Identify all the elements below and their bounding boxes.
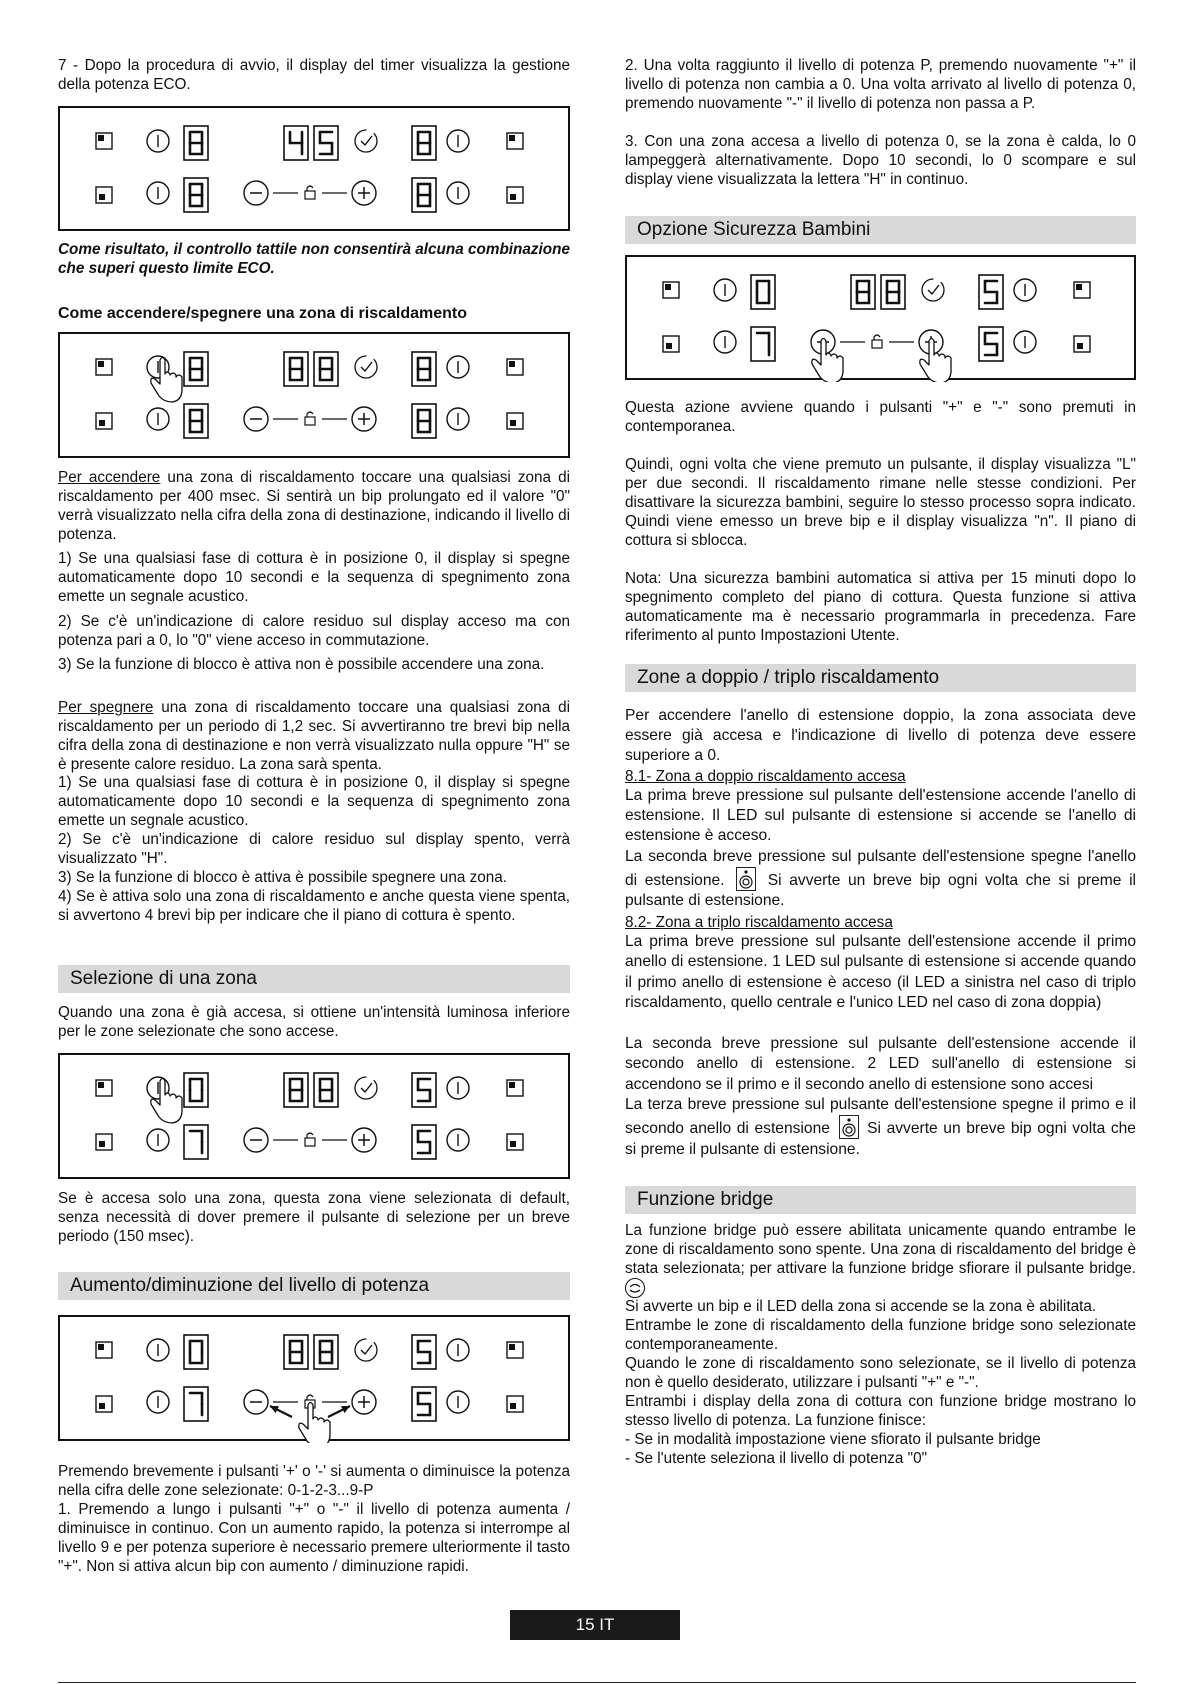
select-zone-text: Quando una zona è già accesa, si ottiene un'intensità luminosa inferiore per le zone selezionate che sono accese. bbox=[58, 1004, 570, 1040]
extension-button-icon-2 bbox=[839, 1115, 859, 1139]
double-zone-sub-1: 8.1- Zona a doppio riscaldamento accesa bbox=[625, 768, 906, 785]
double-zone-s1-a: La prima breve pressione sul pulsante dell'estensione accende l'anello di estensione. Il LED sul pulsante di estensione si accende se l'anello di estensione è acceso. bbox=[625, 787, 1136, 844]
power-item-2: 2. Una volta raggiunto il livello di potenza P, premendo nuovamente "+" il livello di potenza non cambia a 0. Una volta arrivato al livello di potenza 0, premendo nuovamente "-" il livello di potenza non passa a P. bbox=[625, 57, 1136, 112]
timer-icon bbox=[355, 356, 377, 378]
digit-bottom-right bbox=[979, 327, 1003, 361]
double-zone-s2-c1: La terza breve pressione sul pulsante dell'estensione spegne il primo e il secondo anello di estensione bbox=[625, 1096, 1136, 1138]
power-icon-top-right bbox=[447, 1339, 469, 1361]
turn-on-item-3: 3) Se la funzione di blocco è attiva non è possibile accendere una zona. bbox=[58, 656, 545, 673]
power-item-1: 1. Premendo a lungo i pulsanti "+" o "-" il livello di potenza aumenta / diminuisce in continuo. Con un aumento rapido, la potenza si interrompe al livello 9 e per potenza superiore è necessario premere ulteriormente il tasto "+". Non si attiva alcun bip con aumento / diminuzione rapidi. bbox=[58, 1501, 570, 1575]
plus-icon bbox=[352, 1128, 376, 1152]
bridge-text-5: Entrambi i display della zona di cottura con funzione bridge mostrano lo stesso livello di potenza. La funzione finisce: bbox=[625, 1393, 1136, 1429]
timer-digit-2 bbox=[314, 1335, 338, 1369]
power-icon-top-right bbox=[447, 130, 469, 152]
turn-on-paragraph bbox=[58, 468, 570, 544]
timer-icon bbox=[355, 1339, 377, 1361]
bridge-text-1-body: La funzione bridge può essere abilitata unicamente quando entrambe le zone di riscaldamento sono spente. Una zona di riscaldamento del bridge è stata selezionata; per attivare la funzione bridge sfiorare il pulsante bridge. bbox=[625, 1222, 1136, 1277]
timer-icon bbox=[922, 279, 944, 301]
turn-on-text: una zona di riscaldamento toccare una qualsiasi zona di riscaldamento per 400 msec. Si sentirà un bip prolungato ed il valore "0" verrà visualizzato nella cifra della zona di destinazione, indicando il livello di potenza. bbox=[58, 469, 570, 543]
pressing-hand-icon bbox=[151, 358, 182, 403]
select-control-panel bbox=[58, 1053, 570, 1179]
child-lock-header: Opzione Sicurezza Bambini bbox=[625, 216, 1136, 244]
zone-square-top-right bbox=[507, 1342, 523, 1358]
onoff-title: Come accendere/spegnere una zona di riscaldamento bbox=[58, 305, 468, 322]
digit-top-right bbox=[412, 352, 436, 386]
timer-digit-2 bbox=[881, 275, 905, 309]
turn-off-paragraph bbox=[58, 698, 570, 774]
eco-note: Come risultato, il controllo tattile non consentirà alcuna combinazione che superi questo limite ECO. bbox=[58, 241, 570, 277]
pressing-hand-icon bbox=[151, 1079, 182, 1124]
turn-off-item-1: 1) Se una qualsiasi fase di cottura è in posizione 0, il display si spegne automaticamente dopo 10 secondi e la sequenza di spegnimento zona emette un segnale acustico. bbox=[58, 774, 570, 829]
eco-control-panel bbox=[58, 106, 570, 231]
timer-digit-2 bbox=[314, 352, 338, 386]
turn-off-item-4: 4) Se è attiva solo una zona di riscaldamento e anche questa viene spenta, si avvertono 4 brevi bip per indicare che il piano di cottura è spento. bbox=[58, 888, 570, 924]
power-icon-bottom-left bbox=[714, 331, 736, 353]
power-item-3: 3. Con una zona accesa a livello di potenza 0, se la zona è calda, lo 0 lampeggerà alternativamente. Dopo 10 secondi, lo 0 scompare e sul display viene visualizzata la lettera "H" in continuo. bbox=[625, 133, 1136, 188]
minus-icon bbox=[244, 1390, 268, 1414]
double-zone-s1-b2: Si avverte un breve bip ogni volta che si preme il pulsante di estensione. bbox=[625, 872, 1136, 909]
power-icon-top-right bbox=[447, 1077, 469, 1099]
double-zone-s2-c2: Si avverte un breve bip ogni volta che si preme il pulsante di estensione. bbox=[625, 1120, 1136, 1158]
zone-square-bottom-left bbox=[96, 1134, 112, 1150]
bridge-list-1: - Se in modalità impostazione viene sfiorato il pulsante bridge bbox=[625, 1431, 1041, 1448]
arrow-to-minus bbox=[270, 1406, 292, 1417]
digit-top-right bbox=[979, 275, 1003, 309]
child-lock-note: Nota: Una sicurezza bambini automatica si attiva per 15 minuti dopo lo spegnimento completo del piano di cottura. Questa funzione si attiva automaticamente ma è necessario programmarla in precedenza. Fare riferimento al punto Impostazioni Utente. bbox=[625, 570, 1136, 644]
eco-intro-text: 7 - Dopo la procedura di avvio, il display del timer visualizza la gestione della potenza ECO. bbox=[58, 57, 570, 93]
plus-icon bbox=[352, 1390, 376, 1414]
power-icon-bottom-right bbox=[447, 1129, 469, 1151]
double-zone-s1-b1: La seconda breve pressione sul pulsante dell'estensione spegne l'anello di estensione. bbox=[625, 848, 1136, 889]
select-zone-text-2: Se è accesa solo una zona, questa zona viene selezionata di default, senza necessità di dover premere il pulsante di selezione per un breve periodo (150 msec). bbox=[58, 1190, 570, 1245]
turn-on-item-2: 2) Se c'è un'indicazione di calore residuo sul display acceso ma con potenza pari a 0, lo "0" viene acceso in commutazione. bbox=[58, 613, 570, 649]
bridge-text-2: Si avverte un bip e il LED della zona si accende se la zona è abilitata. bbox=[625, 1298, 1097, 1315]
turn-off-label: Per spegnere bbox=[58, 699, 154, 716]
power-icon-bottom-left bbox=[147, 408, 169, 430]
page-number: 15 IT bbox=[510, 1610, 680, 1640]
bridge-text-1 bbox=[625, 1221, 1136, 1299]
digit-top-left bbox=[184, 1073, 208, 1107]
digit-bottom-right bbox=[412, 404, 436, 438]
timer-icon bbox=[355, 130, 377, 152]
digit-bottom-right bbox=[412, 1125, 436, 1159]
power-level-text: Premendo brevemente i pulsanti '+' o '-' si aumenta o diminuisce la potenza nella cifra delle zone selezionate: 0-1-2-3...9-P bbox=[58, 1463, 570, 1499]
timer-digit-1 bbox=[284, 126, 308, 160]
double-zone-s2-a: La prima breve pressione sul pulsante dell'estensione accende il primo anello di estensione. 1 LED sul pulsante di estensione si accende quando il primo anello di estensione è acceso (il LED a sinistra nel caso di triplo riscaldamento, quello centrale e l'unico LED nel caso di zona doppia) bbox=[625, 933, 1136, 1012]
bridge-header: Funzione bridge bbox=[625, 1186, 1136, 1214]
power-icon-top-left bbox=[147, 1339, 169, 1361]
child-lock-control-panel bbox=[625, 255, 1136, 380]
power-icon-bottom-right bbox=[447, 408, 469, 430]
power-icon-bottom-right bbox=[447, 182, 469, 204]
power-icon-top-left bbox=[147, 130, 169, 152]
double-zone-s2-b: La seconda breve pressione sul pulsante dell'estensione accende il secondo anello di estensione. 2 LED sull'anello di estensione si accendono se il primo e il secondo anello di estensione sono accesi bbox=[625, 1035, 1136, 1093]
digit-top-left bbox=[184, 126, 208, 160]
zone-square-bottom-left bbox=[96, 413, 112, 429]
select-zone-header: Selezione di una zona bbox=[58, 965, 570, 993]
child-lock-text-1: Questa azione avviene quando i pulsanti "+" e "-" sono premuti in contemporanea. bbox=[625, 399, 1136, 435]
timer-digit-2 bbox=[314, 126, 338, 160]
zone-square-top-left bbox=[663, 282, 679, 298]
digit-top-left bbox=[184, 1335, 208, 1369]
zone-square-bottom-left bbox=[96, 1396, 112, 1412]
digit-top-left bbox=[184, 352, 208, 386]
onoff-control-panel bbox=[58, 332, 570, 458]
bridge-text-3: Entrambe le zone di riscaldamento della funzione bridge sono selezionate contemporaneamente. bbox=[625, 1317, 1136, 1353]
power-icon-bottom-left bbox=[147, 1129, 169, 1151]
zone-square-top-left bbox=[96, 1342, 112, 1358]
zone-square-top-right bbox=[1074, 282, 1090, 298]
zone-square-top-right bbox=[507, 133, 523, 149]
digit-bottom-left bbox=[184, 178, 208, 212]
lock-icon bbox=[273, 186, 347, 199]
zone-square-bottom-left bbox=[96, 187, 112, 203]
digit-top-right bbox=[412, 1073, 436, 1107]
digit-top-right bbox=[412, 126, 436, 160]
zone-square-top-right bbox=[507, 359, 523, 375]
minus-icon bbox=[244, 181, 268, 205]
bridge-list-2: - Se l'utente seleziona il livello di potenza "0" bbox=[625, 1450, 928, 1467]
double-zone-sub-2: 8.2- Zona a triplo riscaldamento accesa bbox=[625, 914, 893, 931]
zone-square-top-left bbox=[96, 1080, 112, 1096]
double-zone-text: Per accendere l'anello di estensione doppio, la zona associata deve essere già accesa e l'indicazione di livello di potenza deve essere superiore a 0. bbox=[625, 707, 1136, 764]
zone-square-top-right bbox=[507, 1080, 523, 1096]
digit-bottom-left bbox=[184, 404, 208, 438]
timer-digit-1 bbox=[851, 275, 875, 309]
power-icon-top-left bbox=[714, 279, 736, 301]
timer-digit-2 bbox=[314, 1073, 338, 1107]
minus-icon bbox=[244, 407, 268, 431]
turn-on-label: Per accendere bbox=[58, 469, 161, 486]
power-icon-bottom-right bbox=[447, 1391, 469, 1413]
double-zone-s2-c bbox=[625, 1095, 1136, 1160]
plus-icon bbox=[352, 181, 376, 205]
power-icon-bottom-left bbox=[147, 182, 169, 204]
extension-button-icon bbox=[736, 867, 756, 891]
zone-square-top-left bbox=[96, 359, 112, 375]
zone-square-bottom-right bbox=[507, 1134, 523, 1150]
turn-off-item-3: 3) Se la funzione di blocco è attiva è possibile spegnere una zona. bbox=[58, 869, 508, 886]
minus-icon bbox=[244, 1128, 268, 1152]
bridge-button-icon bbox=[625, 1278, 645, 1298]
power-icon-bottom-right bbox=[1014, 331, 1036, 353]
timer-digit-1 bbox=[284, 352, 308, 386]
digit-bottom-left bbox=[751, 327, 775, 361]
timer-icon bbox=[355, 1077, 377, 1099]
power-icon-top-right bbox=[447, 356, 469, 378]
pressing-hand-icon-minus bbox=[812, 339, 843, 383]
digit-top-right bbox=[412, 1335, 436, 1369]
bridge-text-4: Quando le zone di riscaldamento sono selezionate, se il livello di potenza non è quello desiderato, utilizzare i pulsanti "+" e "-". bbox=[625, 1355, 1136, 1391]
zone-square-bottom-left bbox=[663, 336, 679, 352]
power-level-header: Aumento/diminuzione del livello di potenza bbox=[58, 1272, 570, 1300]
lock-icon bbox=[273, 1133, 347, 1146]
arrow-to-plus bbox=[328, 1406, 350, 1417]
turn-off-text: una zona di riscaldamento toccare una qualsiasi zona di riscaldamento per un periodo di 1,2 sec. Si avvertiranno tre brevi bip nella cifra della zona di destinazione e non verrà visualizzato nulla oppure "H" se è presente calore residuo. La zona sarà spenta. bbox=[58, 699, 570, 773]
double-zone-header: Zone a doppio / triplo riscaldamento bbox=[625, 664, 1136, 692]
footer-rule bbox=[58, 1682, 1136, 1683]
digit-bottom-right bbox=[412, 1387, 436, 1421]
power-icon-top-right bbox=[1014, 279, 1036, 301]
double-zone-s1-b bbox=[625, 847, 1136, 911]
timer-digit-1 bbox=[284, 1335, 308, 1369]
digit-bottom-left bbox=[184, 1387, 208, 1421]
digit-bottom-left bbox=[184, 1125, 208, 1159]
zone-square-top-left bbox=[96, 133, 112, 149]
zone-square-bottom-right bbox=[507, 413, 523, 429]
turn-off-item-2: 2) Se c'è un'indicazione di calore residuo sul display spento, verrà visualizzato "H". bbox=[58, 831, 570, 867]
zone-square-bottom-right bbox=[507, 187, 523, 203]
power-icon-bottom-left bbox=[147, 1391, 169, 1413]
turn-on-item-1: 1) Se una qualsiasi fase di cottura è in posizione 0, il display si spegne automaticamente dopo 10 secondi e la sequenza di spegnimento zona emette un segnale acustico. bbox=[58, 550, 570, 605]
digit-bottom-right bbox=[412, 178, 436, 212]
zone-square-bottom-right bbox=[1074, 336, 1090, 352]
pressing-hand-icon-plus bbox=[920, 339, 951, 383]
zone-square-bottom-right bbox=[507, 1396, 523, 1412]
power-control-panel bbox=[58, 1315, 570, 1441]
child-lock-text-2: Quindi, ogni volta che viene premuto un pulsante, il display visualizza "L" per due secondi. Il riscaldamento rimane nelle stesse condizioni. Per disattivare la sicurezza bambini, seguire lo stesso processo sopra indicato. Quindi viene emesso un breve bip e il display visualizza "n". Il piano di cottura si sblocca. bbox=[625, 456, 1136, 549]
plus-icon bbox=[352, 407, 376, 431]
digit-top-left bbox=[751, 275, 775, 309]
lock-icon bbox=[840, 335, 914, 348]
lock-icon bbox=[273, 412, 347, 425]
timer-digit-1 bbox=[284, 1073, 308, 1107]
